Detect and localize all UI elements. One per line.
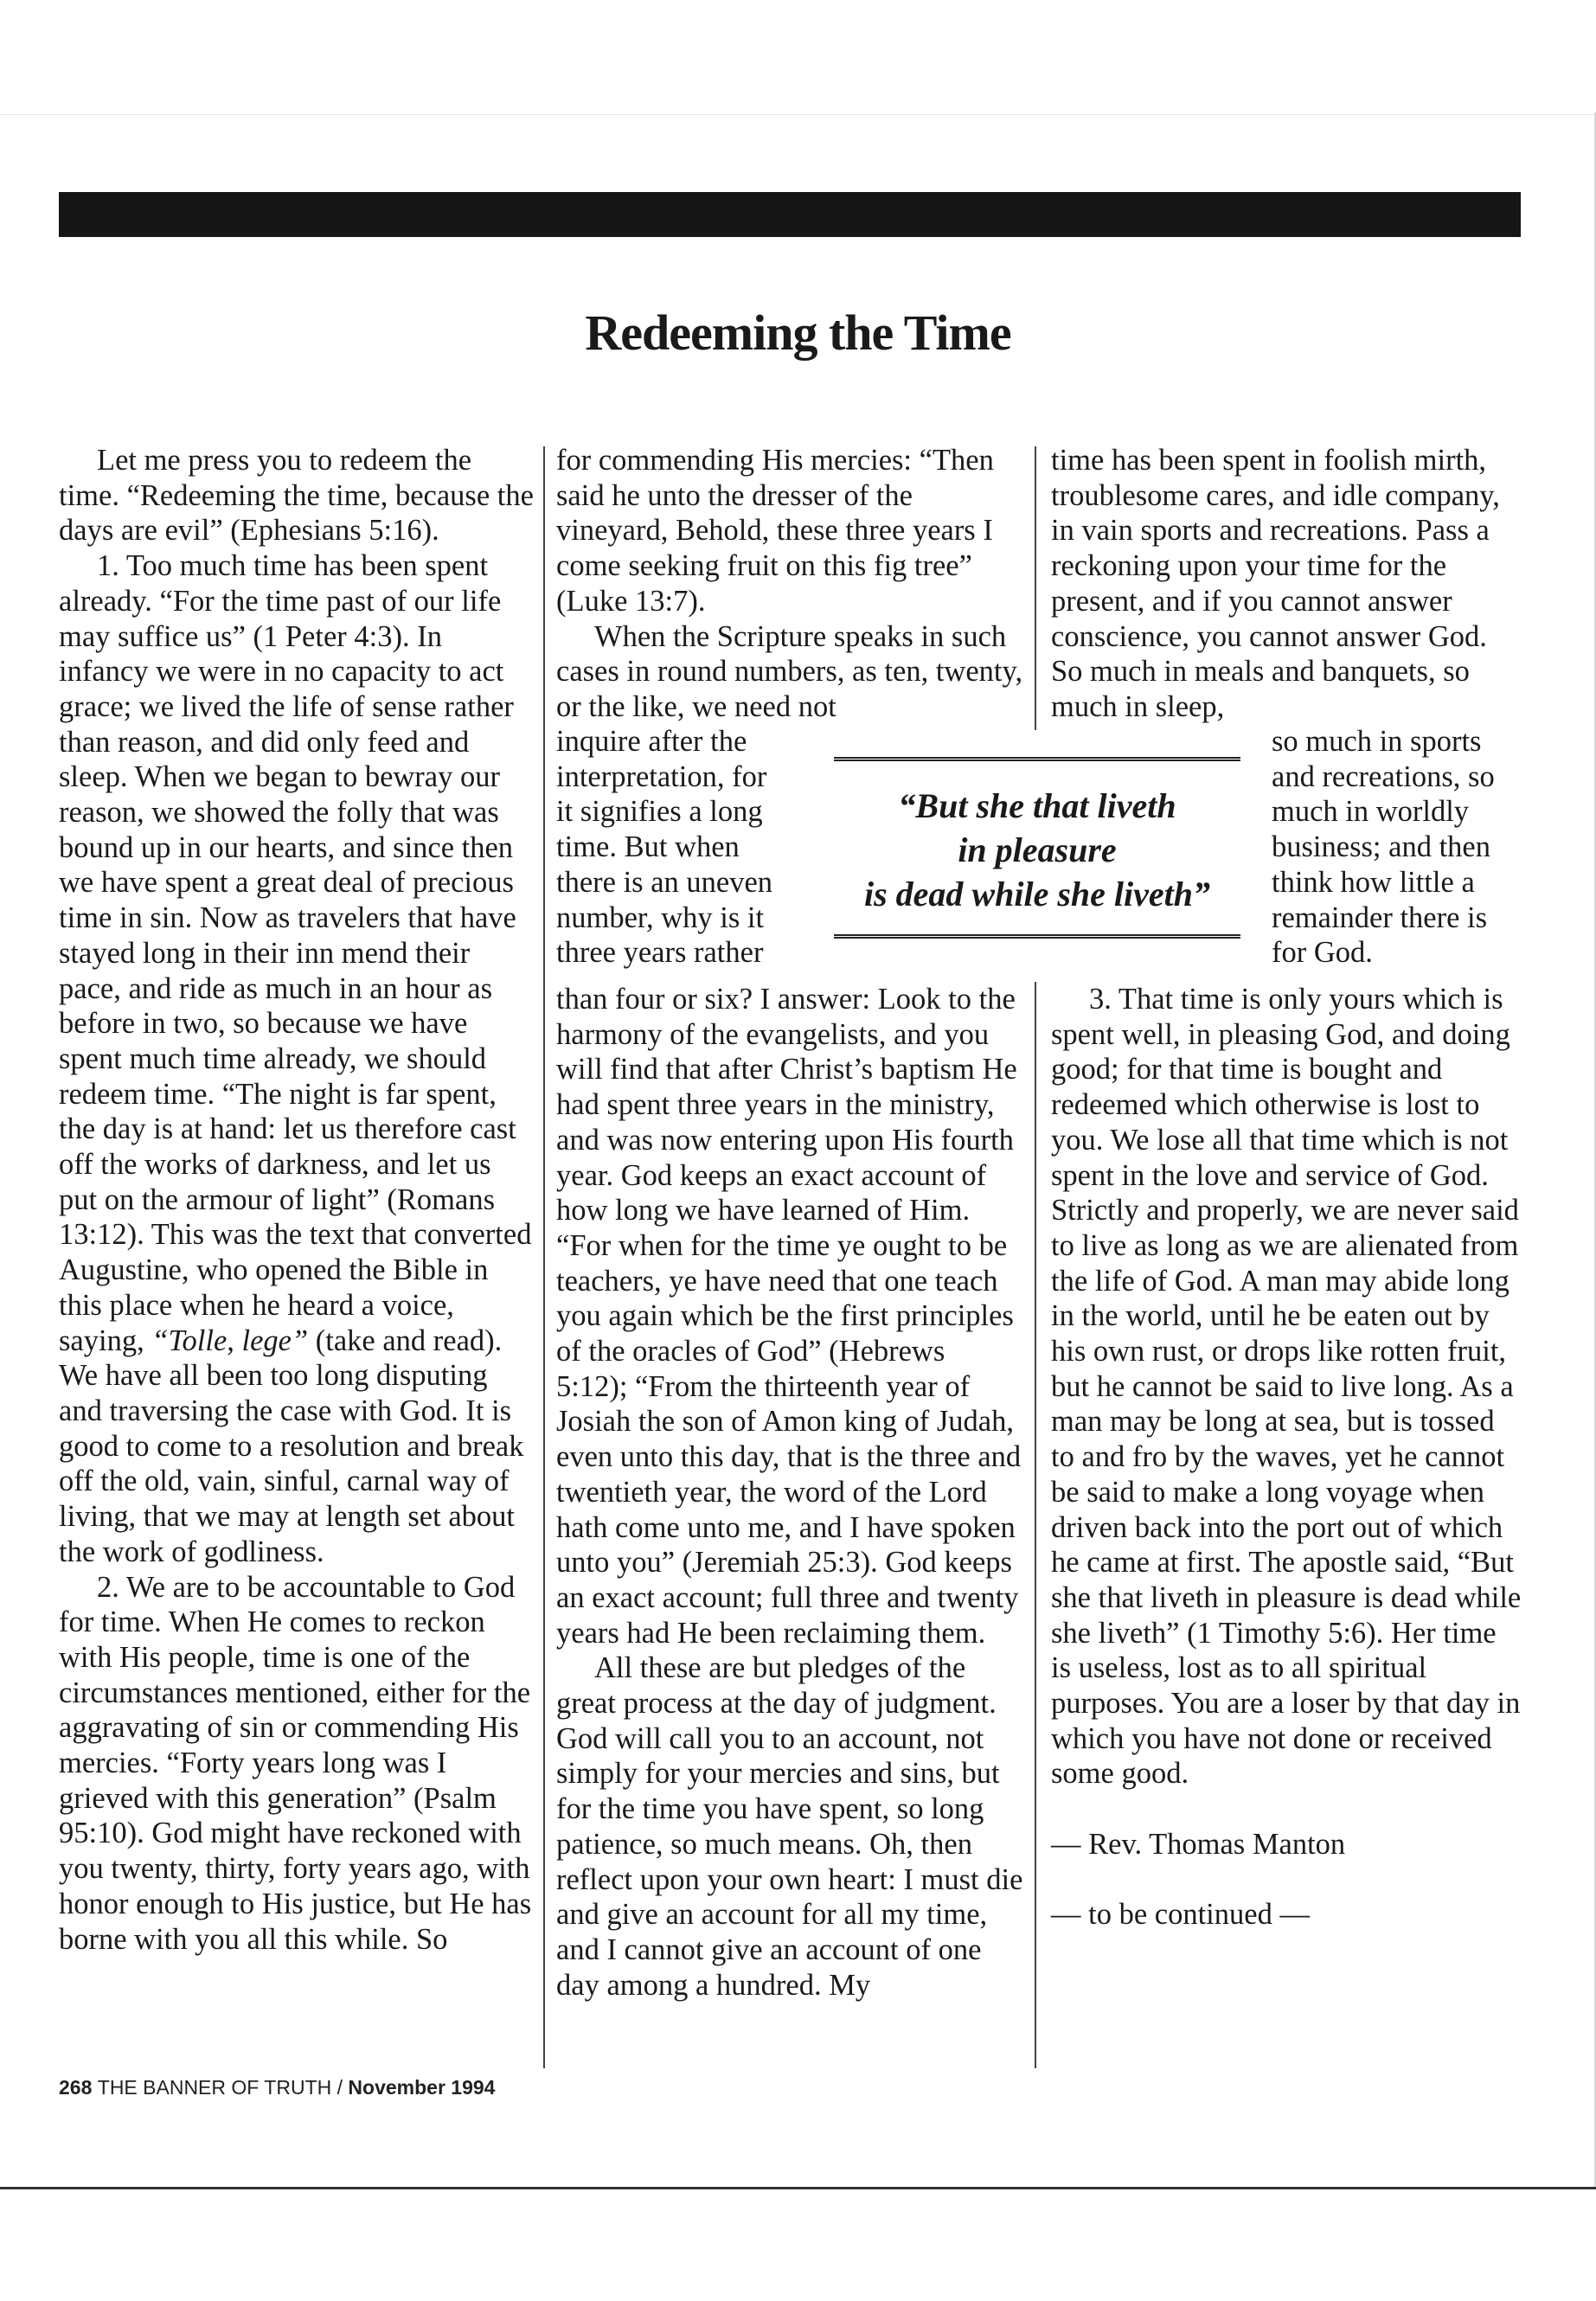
paragraph-intro: Let me press you to redeem the time. “Redeeming the time, because the days are evil” (Ephesians 5:16). (59, 444, 534, 548)
page-footer (59, 2076, 495, 2099)
wrap-line: time. But when (556, 830, 740, 864)
paragraph-point-1 (59, 548, 536, 1569)
issue-date: November 1994 (348, 2076, 496, 2099)
publication-name: THE BANNER OF TRUTH / (97, 2076, 343, 2099)
point-1-text: 1. Too much time has been spent already. “For the time past of our life may suffice us” (1 Peter 4:3). In infancy we were in no capacity to act grace; we lived the life of sense rather than reason, and did only feed and sleep. When we began to bewray our reason, we showed the folly that was bound up in our hearts, and since then we have spent a great deal of precious time in sin. Now as travelers that have stayed long in their inn mend their pace, and ride as much in an hour as before in two, so because we have spent much time already, we should redeem time. “The night is far spent, the day is at hand: let us therefore cast off the works of darkness, and let us put on the armour of light” (Romans 13:12). This was the text that converted Augustine, who opened the Bible in this place when he heard a voice, saying, (59, 549, 532, 1357)
wrap-line: for God. (1272, 936, 1373, 970)
column-2-top (556, 443, 1023, 725)
pull-quote (834, 757, 1240, 939)
wrap-line: inquire after the (556, 725, 747, 758)
column-3-wrap (1272, 724, 1527, 971)
column-divider-2-upper (1035, 446, 1036, 730)
wrap-line: there is an uneven (556, 865, 773, 899)
header-bar (59, 192, 1521, 237)
pull-quote-line: is dead while she liveth” (864, 875, 1210, 913)
wrap-line: remainder there is (1272, 901, 1488, 934)
pull-quote-line: “But she that liveth (898, 786, 1176, 825)
article-title: Redeeming the Time (585, 304, 1011, 361)
paragraph-mirth: time has been spent in foolish mirth, troublesome cares, and idle company, in vain sports and recreations. Pass a reckoning upon your time for the present, and if you cannot answer conscience, you cannot answer God. So much in meals and banquets, so much in sleep, (1051, 444, 1500, 723)
continued-note: — to be continued — (1051, 1898, 1310, 1932)
paragraph-harmony: than four or six? I answer: Look to the harmony of the evangelists, and you will find that after Christ’s baptism He had spent three years in the ministry, and was now entering upon His fourth year. God keeps an exact account of how long we have learned of Him. “For when for the time ye ought to be teachers, ye have need that one teach you again which be the first principles of the oracles of God” (Hebrews 5:12); “From the thirteenth year of Josiah the son of Amon king of Judah, even unto this day, that is the three and twentieth year, the word of the Lord hath come unto me, and I have spoken unto you” (Jeremiah 25:3). God keeps an exact account; full three and twenty years had He been reclaiming them. (556, 983, 1022, 1650)
column-3-bottom (1051, 982, 1522, 1932)
latin-phrase: “Tolle, lege” (151, 1324, 309, 1357)
author-signature: — Rev. Thomas Manton (1051, 1827, 1346, 1861)
wrap-line: three years rather (556, 936, 764, 970)
column-3-top (1051, 443, 1522, 725)
wrap-line: and recreations, so (1272, 760, 1495, 793)
column-1 (59, 443, 536, 1957)
paragraph-scripture-numbers: When the Scripture speaks in such cases in round numbers, as ten, twenty, or the like, we need not (556, 619, 1023, 723)
point-1-tail: (take and read). We have all been too long disputing and traversing the case with God. It is good to come to a resolution and break off the old, vain, sinful, carnal way of living, that we may at length set about the work of godliness. (59, 1324, 524, 1568)
page-number: 268 (59, 2076, 93, 2099)
wrap-line: think how little a (1272, 865, 1475, 899)
column-2-bottom (556, 982, 1023, 2003)
wrap-line: much in worldly (1272, 795, 1470, 829)
pull-quote-text (834, 784, 1240, 916)
page-top-edge (0, 114, 1596, 115)
page-bottom-edge (0, 2187, 1596, 2189)
wrap-line: so much in sports (1272, 725, 1482, 758)
paragraph-judgment: All these are but pledges of the great process at the day of judgment. God will call you to an account, not simply for your mercies and sins, but for the time you have spent, so long patience, so much means. Oh, then reflect upon your own heart: I must die and give an account for all my time, and I cannot give an account of one day among a hundred. My (556, 1651, 1023, 2002)
column-divider-1 (543, 446, 545, 2068)
wrap-line: interpretation, for (556, 760, 767, 793)
wrap-line: number, why is it (556, 901, 765, 934)
column-2-wrap (556, 724, 816, 971)
pull-quote-line: in pleasure (958, 830, 1117, 869)
paragraph-luke: for commending His mercies: “Then said he unto the dresser of the vineyard, Behold, these three years I come seeking fruit on this fig tree” (Luke 13:7). (556, 444, 994, 618)
wrap-line: business; and then (1272, 830, 1490, 864)
paragraph-point-3: 3. That time is only yours which is spent well, in pleasing God, and doing good; for that time is bought and redeemed which otherwise is lost to you. We lose all that time which is not spent in the love and service of God. Strictly and properly, we are never said to live as long as we are alienated from the life of God. A man may abide long in the world, until he be eaten out by his own rust, or drops like rotten fruit, but he cannot be said to live long. As a man may be long at sea, but is tossed to and fro by the waves, yet he cannot be said to make a long voyage when driven back into the port out of which he came at first. The apostle said, “But she that liveth in pleasure is dead while she liveth” (1 Timothy 5:6). Her time is useless, lost as to all spiritual purposes. You are a loser by that day in which you have not done or received some good. (1051, 983, 1522, 1791)
paragraph-point-2: 2. We are to be accountable to God for time. When He comes to reckon with His people, time is one of the circumstances mentioned, either for the aggravating of sin or commending His mercies. “Forty years long was I grieved with this generation” (Psalm 95:10). God might have reckoned with you twenty, thirty, forty years ago, with honor enough to His justice, but He has borne with you all this while. So (59, 1570, 532, 1956)
wrap-line: it signifies a long (556, 795, 763, 829)
column-divider-2-lower (1035, 982, 1036, 2068)
